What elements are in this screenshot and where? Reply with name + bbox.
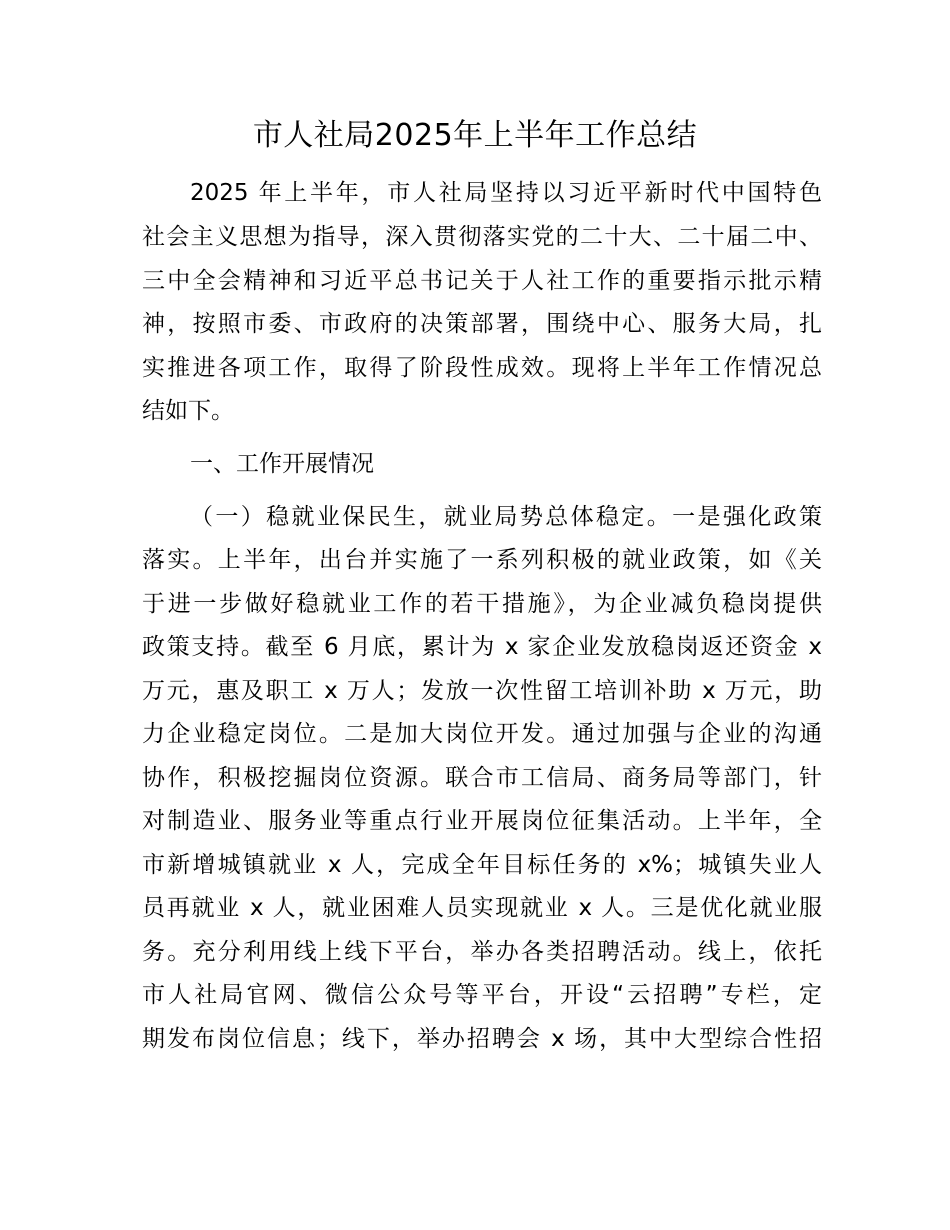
body-line: （一）稳就业保民生，就业局势总体稳定。一是强化政策 bbox=[190, 504, 822, 530]
document-title: 市人社局2025年上半年工作总结 bbox=[252, 118, 698, 153]
body-line: 万元，惠及职工 x 万人；发放一次性留工培训补助 x 万元，助 bbox=[142, 678, 822, 704]
body-line: 落实。上半年，出台并实施了一系列积极的就业政策，如《关 bbox=[142, 547, 822, 573]
body-line: 期发布岗位信息；线下，举办招聘会 x 场，其中大型综合性招 bbox=[142, 1026, 822, 1052]
body-line: 市新增城镇就业 x 人，完成全年目标任务的 x%；城镇失业人 bbox=[142, 852, 822, 878]
body-line: 力企业稳定岗位。二是加大岗位开发。通过加强与企业的沟通 bbox=[142, 721, 822, 747]
body-line: 于进一步做好稳就业工作的若干措施》，为企业减负稳岗提供 bbox=[142, 591, 822, 617]
section-heading: 一、工作开展情况 bbox=[190, 451, 374, 477]
intro-line: 三中全会精神和习近平总书记关于人社工作的重要指示批示精 bbox=[142, 268, 822, 294]
intro-line: 结如下。 bbox=[142, 398, 234, 424]
intro-line: 2025 年上半年，市人社局坚持以习近平新时代中国特色 bbox=[190, 180, 822, 206]
body-line: 务。充分利用线上线下平台，举办各类招聘活动。线上，依托 bbox=[142, 939, 822, 965]
body-line: 协作，积极挖掘岗位资源。联合市工信局、商务局等部门，针 bbox=[142, 765, 822, 791]
intro-line: 社会主义思想为指导，深入贯彻落实党的二十大、二十届二中、 bbox=[142, 224, 822, 250]
body-line: 市人社局官网、微信公众号等平台，开设“云招聘”专栏，定 bbox=[142, 982, 822, 1008]
body-line: 对制造业、服务业等重点行业开展岗位征集活动。上半年，全 bbox=[142, 808, 822, 834]
body-line: 政策支持。截至 6 月底，累计为 x 家企业发放稳岗返还资金 x bbox=[142, 634, 822, 660]
intro-line: 神，按照市委、市政府的决策部署，围绕中心、服务大局，扎 bbox=[142, 311, 822, 337]
body-line: 员再就业 x 人，就业困难人员实现就业 x 人。三是优化就业服 bbox=[142, 895, 822, 921]
intro-line: 实推进各项工作，取得了阶段性成效。现将上半年工作情况总 bbox=[142, 355, 822, 381]
